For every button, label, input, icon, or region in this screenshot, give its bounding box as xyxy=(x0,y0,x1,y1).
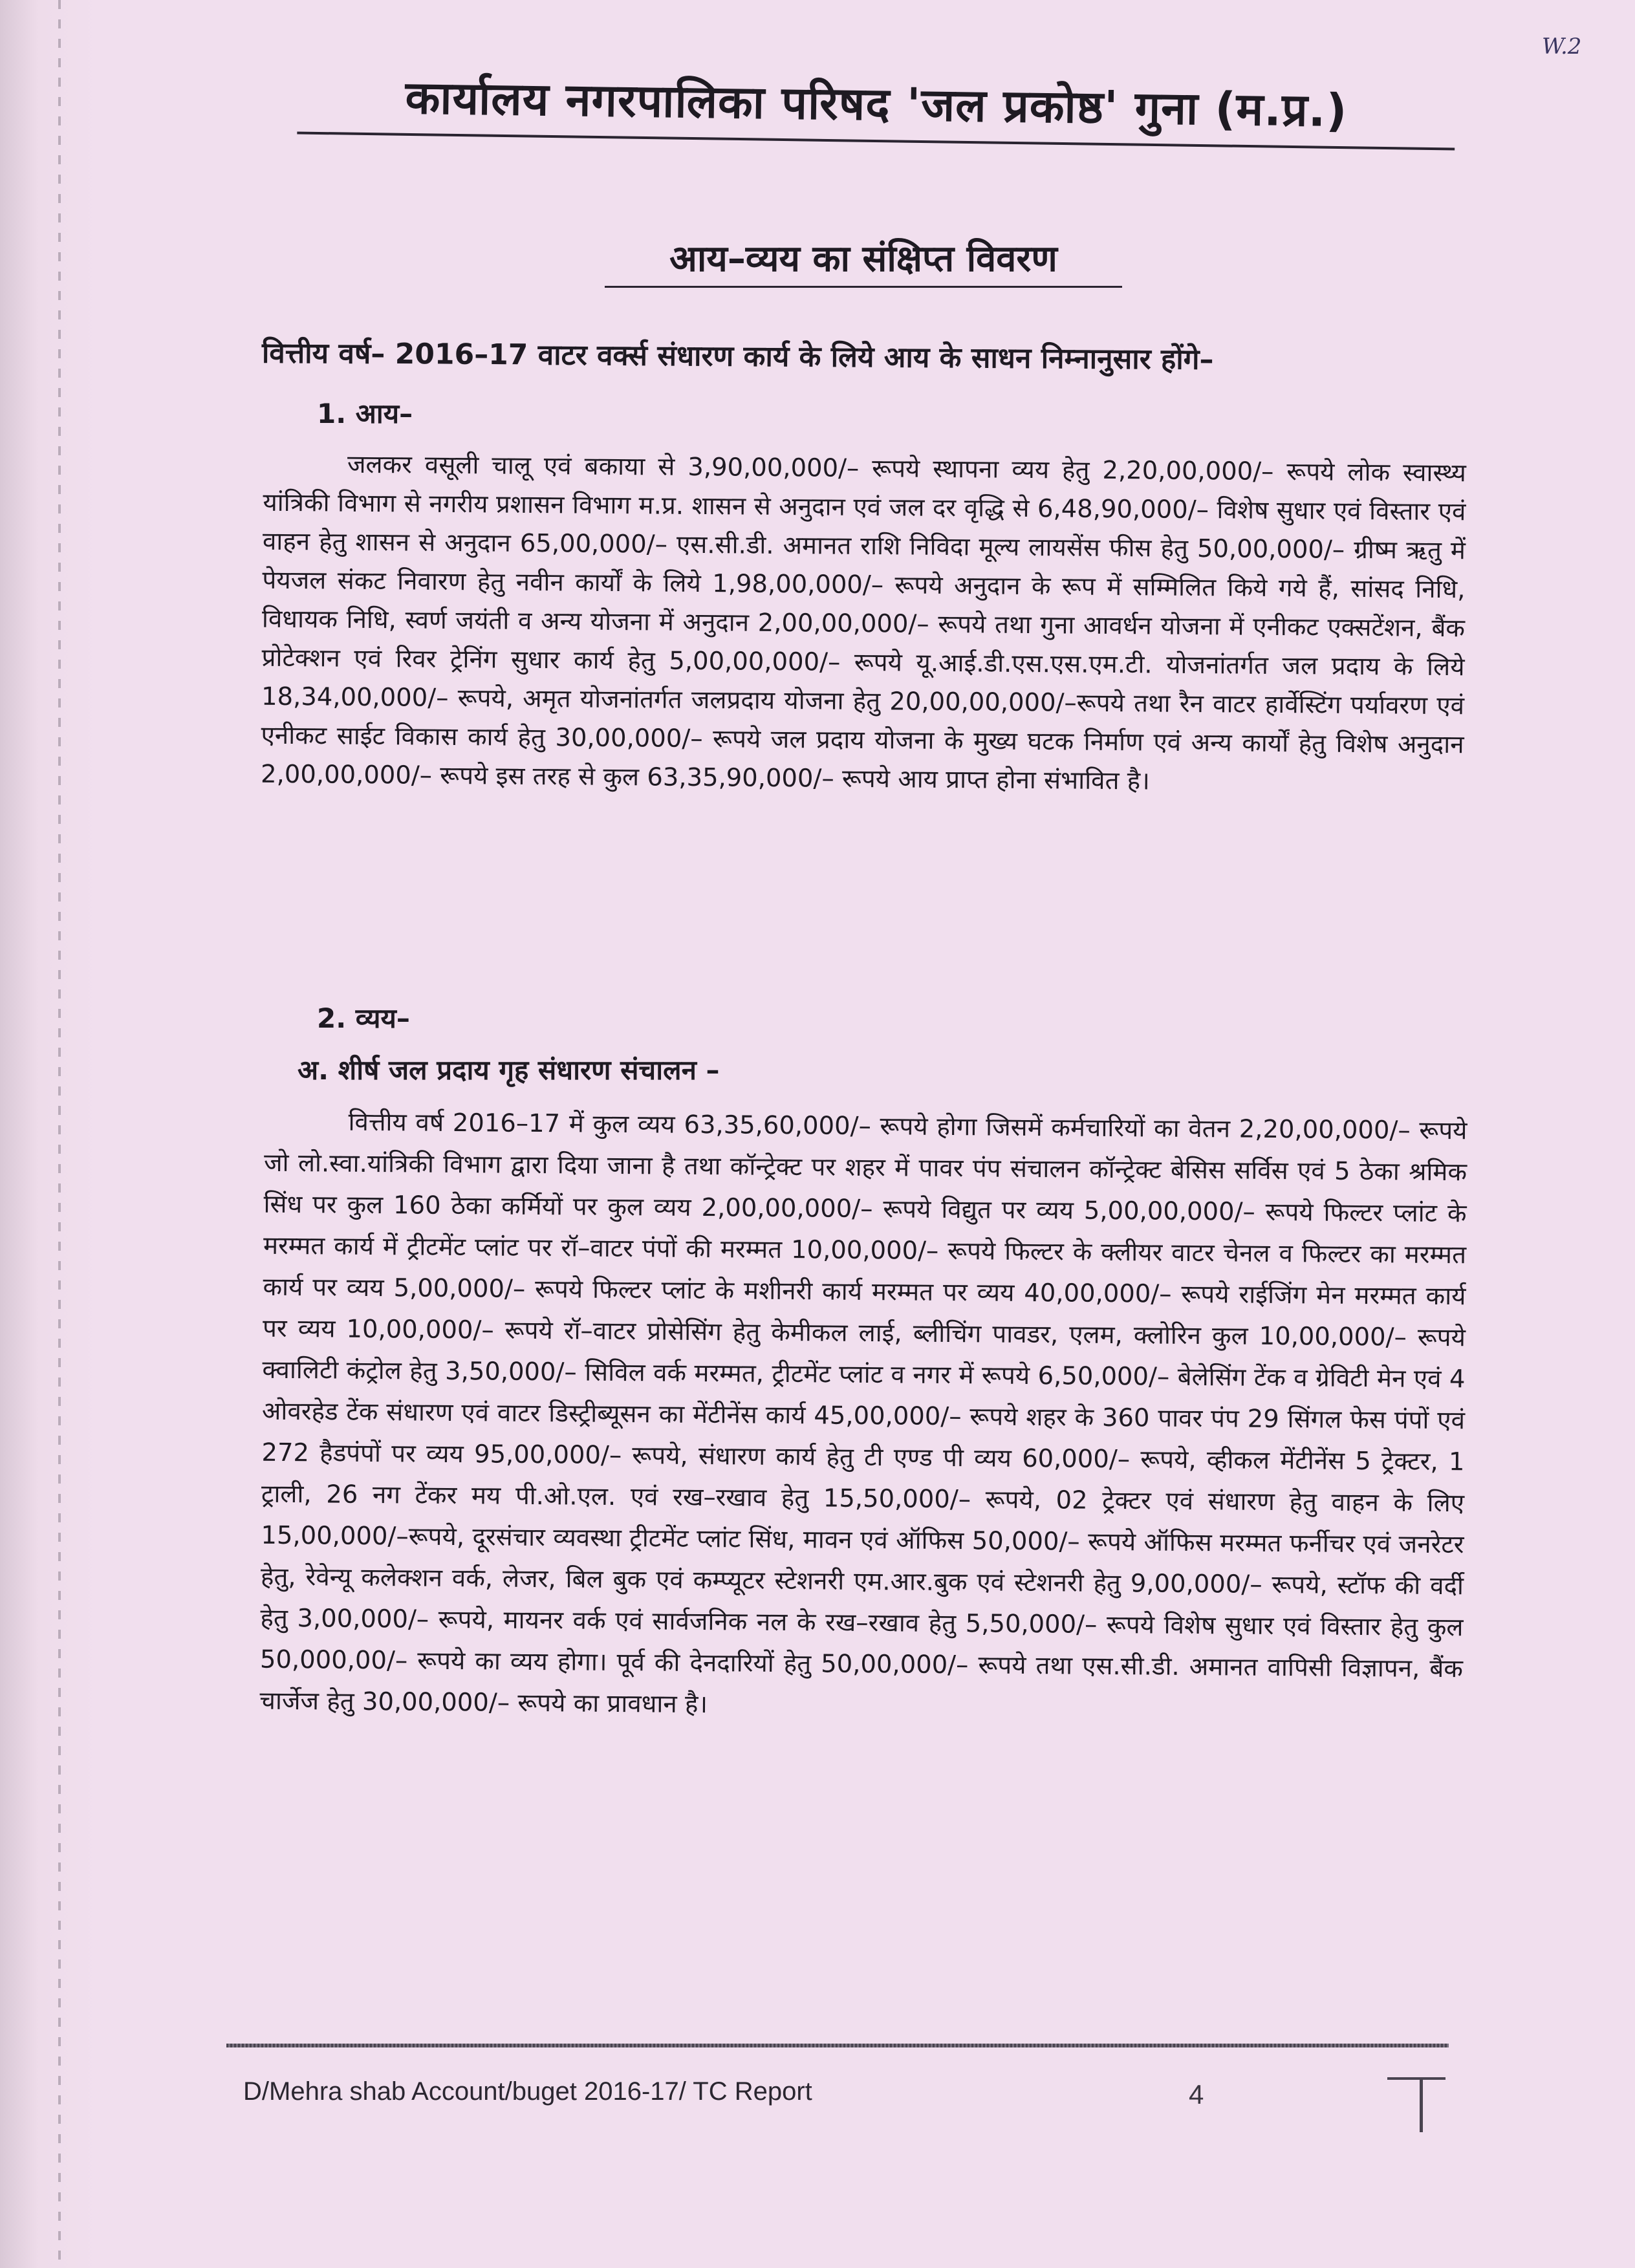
income-text: जलकर वसूली चालू एवं बकाया से 3,90,00,000/– रूपये स्थापना व्यय हेतु 2,20,00,000/– रूपये लोक स्वास्थ्य यांत्रिकी विभाग से नगरीय प्रशासन विभाग म.प्र. शासन से अनुदान एवं जल दर वृद्धि से 6,48,90,000/– विशेष सुधार एवं विस्तार एवं वाहन हेतु शासन से अनुदान 65,00,000/– एस.सी.डी. अमानत राशि निविदा मूल्य लायसेंस फीस हेतु 50,00,000/– ग्रीष्म ऋतु में पेयजल संकट निवारण हेतु नवीन कार्यों के लिये 1,98,00,000/– रूपये अनुदान के रूप में सम्मिलित किये गये हैं, सांसद निधि, विधायक निधि, स्वर्ण जयंती व अन्य योजना में अनुदान 2,00,00,000/– रूपये तथा गुना आवर्धन योजना में एनीकट एक्सटेंशन, बैंक प्रोटेक्शन एवं रिवर ट्रेनिंग सुधार कार्य हेतु 5,00,00,000/– रूपये यू.आई.डी.एस.एस.एम.टी. योजनांतर्गत जल प्रदाय के लिये 18,34,00,000/– रूपये, अमृत योजनांतर्गत जलप्रदाय योजना हेतु 20,00,00,000/–रूपये तथा रैन वाटर हार्वेस्टिंग पर्यावरण एवं एनीकट साईट विकास कार्य हेतु 30,00,000/– रूपये जल प्रदाय योजना के मुख्य घटक निर्माण एवं अन्य कार्यों हेतु विशेष अनुदान 2,00,00,000/– रूपये इस तरह से कुल 63,35,90,000/– रूपये आय प्राप्त होना संभावित है। xyxy=(260,449,1467,796)
expense-heading: 2. व्यय– xyxy=(317,1002,410,1034)
footer-rule xyxy=(226,2044,1449,2047)
paragraph-indent xyxy=(263,472,347,473)
income-paragraph xyxy=(261,445,1466,804)
footer-path: D/Mehra shab Account/buget 2016-17/ TC Report xyxy=(243,2077,812,2106)
footer-corner-bracket xyxy=(1420,2077,1423,2132)
intro-line: वित्तीय वर्ष– 2016–17 वाटर वर्क्स संधारण कार्य के लिये आय के साधन निम्नानुसार होंगे– xyxy=(261,336,1214,376)
scan-binding-marks xyxy=(58,0,61,2268)
handwritten-corner-mark: W.2 xyxy=(1542,34,1582,59)
page-number: 4 xyxy=(1189,2079,1204,2110)
document-subtitle: आय–व्यय का संक्षिप्त विवरण xyxy=(605,233,1122,288)
income-heading: 1. आय– xyxy=(317,398,413,429)
expense-subheading: अ. शीर्ष जल प्रदाय गृह संधारण संचालन – xyxy=(298,1054,720,1086)
expense-paragraph xyxy=(259,1101,1467,1732)
office-title: कार्यालय नगरपालिका परिषद 'जल प्रकोष्ठ' गुना (म.प्र.) xyxy=(297,63,1455,151)
footer-corner-bracket-top xyxy=(1387,2077,1446,2080)
scan-left-edge xyxy=(0,0,97,2268)
expense-text: वित्तीय वर्ष 2016–17 में कुल व्यय 63,35,60,000/– रूपये होगा जिसमें कर्मचारियों का वेतन 2,20,00,000/– रूपये जो लो.स्वा.यांत्रिकी विभाग द्वारा दिया जाना है तथा कॉन्ट्रेक्ट पर शहर में पावर पंप संचालन कॉन्ट्रेक्ट बेसिस सर्विस एवं 5 ठेका श्रमिक सिंध पर कुल 160 ठेका कर्मियों पर कुल व्यय 2,00,00,000/– रूपये विद्युत पर व्यय 5,00,00,000/– रूपये फिल्टर प्लांट के मरम्मत कार्य में ट्रीटमेंट प्लांट पर रॉ–वाटर पंपों की मरम्मत 10,00,000/– रूपये फिल्टर के क्लीयर वाटर चेनल व फिल्टर का मरम्मत कार्य पर व्यय 5,00,000/– रूपये फिल्टर प्लांट के मशीनरी कार्य मरम्मत पर व्यय 40,00,000/– रूपये राईजिंग मेन मरम्मत कार्य पर व्यय 10,00,000/– रूपये रॉ–वाटर प्रोसेसिंग हेतु केमीकल लाई, ब्लीचिंग पावडर, एलम, क्लोरिन कुल 10,00,000/– रूपये क्वालिटी कंट्रोल हेतु 3,50,000/– सिविल वर्क मरम्मत, ट्रीटमेंट प्लांट व नगर में रूपये 6,50,000/– बेलेसिंग टेंक व ग्रेविटी मेन एवं 4 ओवरहेड टेंक संधारण एवं वाटर डिस्ट्रीब्यूसन का मेंटीनेंस कार्य 45,00,000/– रूपये शहर के 360 पावर पंप 29 सिंगल फेस पंपों एवं 272 हैडपंपों पर व्यय 95,00,000/– रूपये, संधारण कार्य हेतु टी एण्ड पी व्यय 60,000/– रूपये, व्हीकल मेंटीनेंस 5 ट्रेक्टर, 1 ट्राली, 26 नग टेंकर मय पी.ओ.एल. एवं रख–रखाव हेतु 15,50,000/– रूपये, 02 ट्रेक्टर एवं संधारण हेतु वाहन के लिए 15,00,000/–रूपये, दूरसंचार व्यवस्था ट्रीटमेंट प्लांट सिंध, मावन एवं ऑफिस 50,000/– रूपये ऑफिस मरम्मत फर्नीचर एवं जनरेटर हेतु, रेवेन्यू कलेक्शन वर्क, लेजर, बिल बुक एवं कम्प्यूटर स्टेशनरी एम.आर.बुक एवं स्टेशनरी हेतु 9,00,000/– रूपये, स्टॉफ की वर्दी हेतु 3,00,000/– रूपये, मायनर वर्क एवं सार्वजनिक नल के रख–रखाव हेतु 5,50,000/– रूपये विशेष सुधार एवं विस्तार हेतु कुल 50,000,00/– रूपये का व्यय होगा। पूर्व की देनदारियों हेतु 50,00,000/– रूपये तथा एस.सी.डी. अमानत वापिसी विज्ञापन, बैंक चार्जेज हेतु 30,00,000/– रूपये का प्रावधान है। xyxy=(259,1107,1467,1720)
